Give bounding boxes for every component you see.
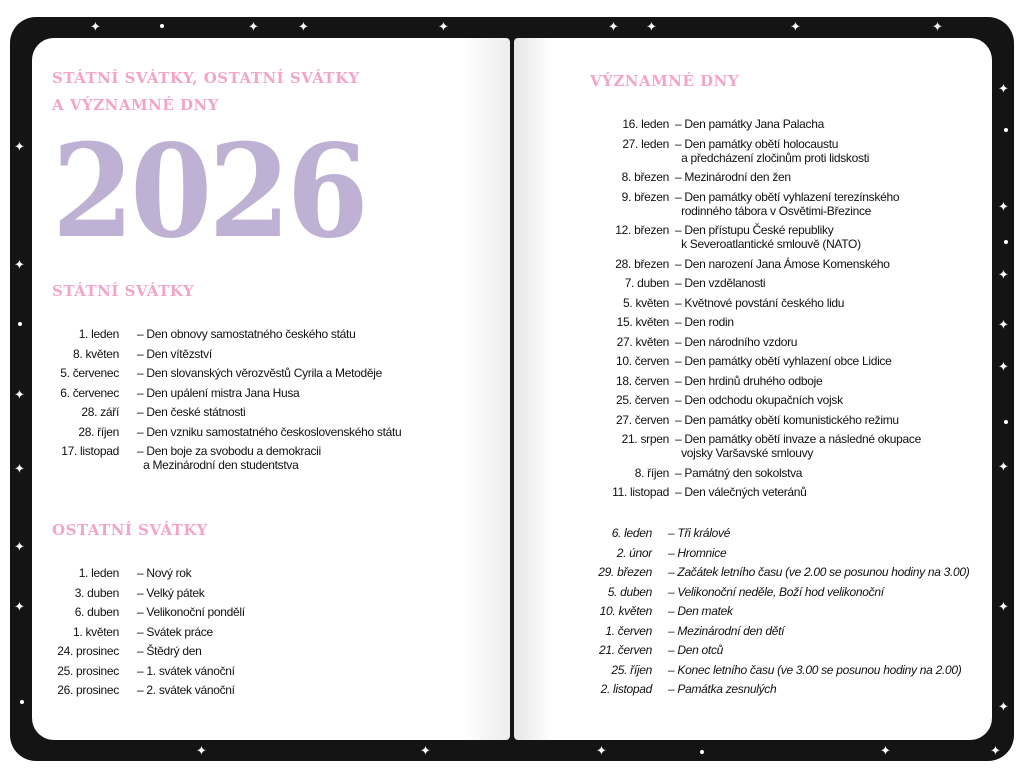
item-text-line: – Den upálení mistra Jana Husa bbox=[137, 385, 300, 400]
list-item bbox=[42, 664, 245, 678]
item-text bbox=[137, 586, 204, 600]
item-date: 25. prosinec bbox=[57, 663, 119, 678]
item-text-line: a Mezinárodní den studentstva bbox=[137, 458, 299, 472]
item-date: 27. červen bbox=[615, 412, 669, 427]
star-icon: ✦ bbox=[608, 19, 619, 34]
item-text bbox=[668, 643, 723, 657]
item-text-line: – Den přístupu České republiky bbox=[675, 223, 834, 237]
item-date: 5. duben bbox=[607, 584, 652, 599]
star-icon: ✦ bbox=[596, 743, 607, 758]
item-date: 27. leden bbox=[622, 136, 669, 151]
list-item bbox=[42, 366, 401, 380]
item-text bbox=[675, 393, 843, 407]
item-text bbox=[675, 485, 807, 499]
item-text bbox=[137, 644, 201, 658]
item-date: 17. listopad bbox=[61, 444, 119, 458]
item-text bbox=[675, 257, 890, 271]
list-item bbox=[42, 566, 245, 580]
other-holidays-list bbox=[42, 566, 245, 703]
list-item bbox=[574, 413, 921, 427]
item-text-line: – Památný den sokolstva bbox=[675, 465, 803, 480]
item-text-line: – 1. svátek vánoční bbox=[137, 663, 235, 678]
list-item bbox=[574, 276, 921, 290]
list-item bbox=[574, 170, 921, 184]
list-item bbox=[42, 327, 401, 341]
item-date: 16. leden bbox=[622, 117, 669, 131]
item-text-line: – Den narození Jana Ámose Komenského bbox=[675, 256, 890, 271]
item-text bbox=[668, 565, 969, 579]
item-date: 5. květen bbox=[623, 295, 669, 310]
item-text bbox=[675, 374, 822, 388]
list-item bbox=[42, 405, 401, 419]
item-date: 24. prosinec bbox=[57, 644, 119, 658]
list-item bbox=[574, 526, 969, 540]
item-date: 8. říjen bbox=[634, 465, 669, 480]
item-text bbox=[668, 624, 784, 638]
item-date: 1. leden bbox=[78, 566, 119, 580]
item-text bbox=[137, 405, 245, 419]
list-item bbox=[574, 585, 969, 599]
star-icon: ✦ bbox=[998, 199, 1009, 214]
item-text bbox=[668, 604, 733, 618]
item-date: 6. duben bbox=[74, 605, 119, 619]
star-icon: ✦ bbox=[990, 743, 1001, 758]
list-item bbox=[574, 374, 921, 388]
item-text bbox=[137, 425, 401, 439]
item-text bbox=[668, 663, 961, 677]
item-date: 8. březen bbox=[621, 170, 669, 184]
item-text-line: – Den české státnosti bbox=[137, 405, 246, 419]
list-item bbox=[574, 432, 921, 460]
item-text-line: – Den vzdělanosti bbox=[675, 276, 766, 290]
item-text bbox=[137, 566, 191, 580]
item-text-line: – Velikonoční neděle, Boží hod velikonoční bbox=[668, 584, 884, 599]
list-item bbox=[42, 605, 245, 619]
item-text bbox=[675, 354, 892, 368]
item-text bbox=[675, 315, 734, 329]
item-text bbox=[137, 683, 235, 697]
item-text bbox=[668, 682, 776, 696]
item-date: 2. listopad bbox=[600, 682, 652, 696]
star-icon: ✦ bbox=[880, 743, 891, 758]
section-title-significant-days: VÝZNAMNÉ DNY bbox=[590, 72, 740, 90]
item-text bbox=[137, 327, 355, 341]
star-icon: ✦ bbox=[998, 699, 1009, 714]
item-text-line: – Den hrdinů druhého odboje bbox=[675, 373, 823, 388]
list-item bbox=[574, 335, 921, 349]
star-icon: ✦ bbox=[14, 461, 25, 476]
item-text-line: – Den památky Jana Palacha bbox=[675, 117, 824, 131]
list-item bbox=[574, 624, 969, 638]
item-date: 25. červen bbox=[615, 393, 669, 407]
list-item bbox=[574, 223, 921, 251]
item-text-line: – Památka zesnulých bbox=[668, 682, 777, 696]
star-icon: ✦ bbox=[998, 317, 1009, 332]
star-icon: ✦ bbox=[998, 459, 1009, 474]
item-text bbox=[675, 296, 844, 310]
item-date: 25. říjen bbox=[611, 662, 652, 677]
list-item bbox=[42, 425, 401, 439]
star-icon: ✦ bbox=[14, 257, 25, 272]
item-text bbox=[137, 444, 321, 472]
item-text-line: – Mezinárodní den dětí bbox=[668, 623, 785, 638]
item-date: 7. duben bbox=[624, 276, 669, 290]
item-date: 6. červenec bbox=[60, 385, 119, 400]
item-date: 21. srpen bbox=[621, 432, 669, 446]
list-item bbox=[574, 296, 921, 310]
item-text-line: – Den obnovy samostatného českého státu bbox=[137, 327, 356, 341]
item-date: 1. červen bbox=[605, 623, 652, 638]
item-date: 29. březen bbox=[598, 565, 652, 579]
star-icon: ✦ bbox=[646, 19, 657, 34]
item-text-line: – Den rodin bbox=[675, 315, 734, 329]
item-date: 26. prosinec bbox=[57, 683, 119, 697]
other-days-list bbox=[574, 526, 969, 702]
section-title-state-holidays: STÁTNÍ SVÁTKY bbox=[52, 282, 195, 300]
item-date: 9. březen bbox=[621, 189, 669, 204]
item-text bbox=[675, 276, 765, 290]
header-line: A VÝZNAMNÉ DNY bbox=[52, 96, 219, 114]
item-date: 18. červen bbox=[615, 373, 669, 388]
item-date: 8. květen bbox=[73, 346, 119, 361]
item-text-line: – Velký pátek bbox=[137, 585, 205, 600]
star-icon: ✦ bbox=[998, 599, 1009, 614]
item-text bbox=[675, 466, 802, 480]
list-item bbox=[574, 663, 969, 677]
item-text bbox=[675, 190, 899, 218]
item-text-line: rodinného tábora v Osvětimi-Březince bbox=[675, 203, 872, 218]
star-icon: ✦ bbox=[14, 599, 25, 614]
item-date: 10. červen bbox=[615, 354, 669, 368]
item-date: 10. květen bbox=[599, 604, 652, 618]
item-text-line: – 2. svátek vánoční bbox=[137, 683, 235, 697]
item-text bbox=[137, 347, 212, 361]
star-icon: ✦ bbox=[14, 539, 25, 554]
list-item bbox=[42, 347, 401, 361]
item-date: 27. květen bbox=[616, 334, 669, 349]
item-text bbox=[137, 605, 245, 619]
item-text bbox=[137, 366, 382, 380]
item-text-line: – Den vítězství bbox=[137, 346, 212, 361]
item-text bbox=[668, 585, 884, 599]
item-text-line: – Den boje za svobodu a demokracii bbox=[137, 444, 321, 458]
list-item bbox=[574, 604, 969, 618]
year-title: 2026 bbox=[52, 117, 366, 267]
star-icon: ✦ bbox=[420, 743, 431, 758]
item-text bbox=[137, 664, 235, 678]
star-icon: ✦ bbox=[998, 267, 1009, 282]
list-item bbox=[42, 625, 245, 639]
list-item bbox=[42, 386, 401, 400]
item-text-line: – Den památky obětí vyhlazení terezínského bbox=[675, 189, 900, 204]
star-icon: ✦ bbox=[932, 19, 943, 34]
item-text-line: – Den památky obětí vyhlazení obce Lidice bbox=[675, 354, 892, 368]
item-text bbox=[675, 413, 899, 427]
item-text-line: – Den otců bbox=[668, 643, 724, 657]
list-item bbox=[574, 643, 969, 657]
item-date: 1. květen bbox=[73, 624, 119, 639]
list-item bbox=[42, 683, 245, 697]
list-item bbox=[574, 546, 969, 560]
item-text-line: – Den matek bbox=[668, 604, 733, 618]
list-item bbox=[42, 444, 401, 472]
item-text-line: – Den památky obětí invaze a následné okupace bbox=[675, 432, 922, 446]
item-text-line: – Svátek práce bbox=[137, 624, 213, 639]
item-text-line: – Hromnice bbox=[668, 545, 727, 560]
item-date: 3. duben bbox=[74, 585, 119, 600]
item-text-line: – Den válečných veteránů bbox=[675, 485, 807, 499]
header-line: STÁTNÍ SVÁTKY, OSTATNÍ SVÁTKY bbox=[52, 69, 360, 87]
left-page bbox=[32, 38, 510, 740]
list-item bbox=[574, 257, 921, 271]
item-text-line: – Den památky obětí holocaustu bbox=[675, 136, 839, 151]
item-text-line: – Konec letního času (ve 3.00 se posunou hodiny na 2.00) bbox=[668, 662, 962, 677]
item-date: 11. listopad bbox=[612, 485, 669, 499]
item-text-line: – Velikonoční pondělí bbox=[137, 605, 245, 619]
list-item bbox=[574, 466, 921, 480]
item-text-line: – Den památky obětí komunistického režimu bbox=[675, 412, 899, 427]
star-icon: ✦ bbox=[14, 387, 25, 402]
list-item bbox=[574, 565, 969, 579]
list-item bbox=[42, 586, 245, 600]
item-date: 1. leden bbox=[78, 327, 119, 341]
item-date: 6. leden bbox=[611, 526, 652, 540]
item-date: 5. červenec bbox=[60, 366, 119, 380]
item-date: 28. březen bbox=[615, 256, 669, 271]
item-text bbox=[675, 137, 869, 165]
list-item bbox=[574, 315, 921, 329]
star-icon: ✦ bbox=[790, 19, 801, 34]
item-text-line: – Den slovanských věrozvěstů Cyrila a Metoděje bbox=[137, 366, 382, 380]
star-icon: ✦ bbox=[248, 19, 259, 34]
item-date: 12. březen bbox=[615, 223, 669, 237]
list-item bbox=[574, 485, 921, 499]
item-text-line: – Květnové povstání českého lidu bbox=[675, 295, 845, 310]
state-holidays-list bbox=[42, 327, 401, 478]
list-item bbox=[574, 354, 921, 368]
item-date: 21. červen bbox=[598, 643, 652, 657]
item-text-line: – Den odchodu okupačních vojsk bbox=[675, 393, 843, 407]
right-page bbox=[514, 38, 992, 740]
item-text-line: – Začátek letního času (ve 2.00 se posunou hodiny na 3.00) bbox=[668, 565, 970, 579]
item-text-line: – Tři králové bbox=[668, 526, 731, 540]
item-date: 2. únor bbox=[616, 545, 652, 560]
item-text bbox=[675, 117, 824, 131]
item-text-line: – Den vzniku samostatného československého státu bbox=[137, 424, 402, 439]
section-title-other-holidays: OSTATNÍ SVÁTKY bbox=[52, 521, 208, 539]
item-text bbox=[675, 335, 797, 349]
star-icon: ✦ bbox=[298, 19, 309, 34]
item-text-line: – Mezinárodní den žen bbox=[675, 170, 791, 184]
item-date: 15. květen bbox=[616, 315, 669, 329]
item-text bbox=[137, 386, 299, 400]
list-item bbox=[574, 682, 969, 696]
list-item bbox=[574, 190, 921, 218]
list-item bbox=[574, 393, 921, 407]
list-item bbox=[42, 644, 245, 658]
item-date: 28. říjen bbox=[78, 424, 119, 439]
item-text-line: – Den národního vzdoru bbox=[675, 334, 798, 349]
item-text bbox=[675, 170, 791, 184]
item-text bbox=[137, 625, 213, 639]
star-icon: ✦ bbox=[998, 81, 1009, 96]
list-item bbox=[574, 137, 921, 165]
item-text-line: a předcházení zločinům proti lidskosti bbox=[675, 150, 870, 165]
page-header bbox=[52, 65, 360, 119]
item-text bbox=[668, 546, 726, 560]
list-item bbox=[574, 117, 921, 131]
item-text bbox=[675, 432, 921, 460]
item-text bbox=[668, 526, 730, 540]
star-icon: ✦ bbox=[998, 359, 1009, 374]
star-icon: ✦ bbox=[90, 19, 101, 34]
item-text-line: – Štědrý den bbox=[137, 644, 202, 658]
item-text-line: – Nový rok bbox=[137, 566, 192, 580]
item-text-line: k Severoatlantické smlouvě (NATO) bbox=[675, 237, 861, 251]
star-icon: ✦ bbox=[196, 743, 207, 758]
significant-days-list bbox=[574, 117, 921, 505]
item-text-line: vojsky Varšavské smlouvy bbox=[675, 446, 814, 460]
item-text bbox=[675, 223, 861, 251]
item-date: 28. září bbox=[81, 405, 119, 419]
star-icon: ✦ bbox=[438, 19, 449, 34]
star-icon: ✦ bbox=[14, 139, 25, 154]
